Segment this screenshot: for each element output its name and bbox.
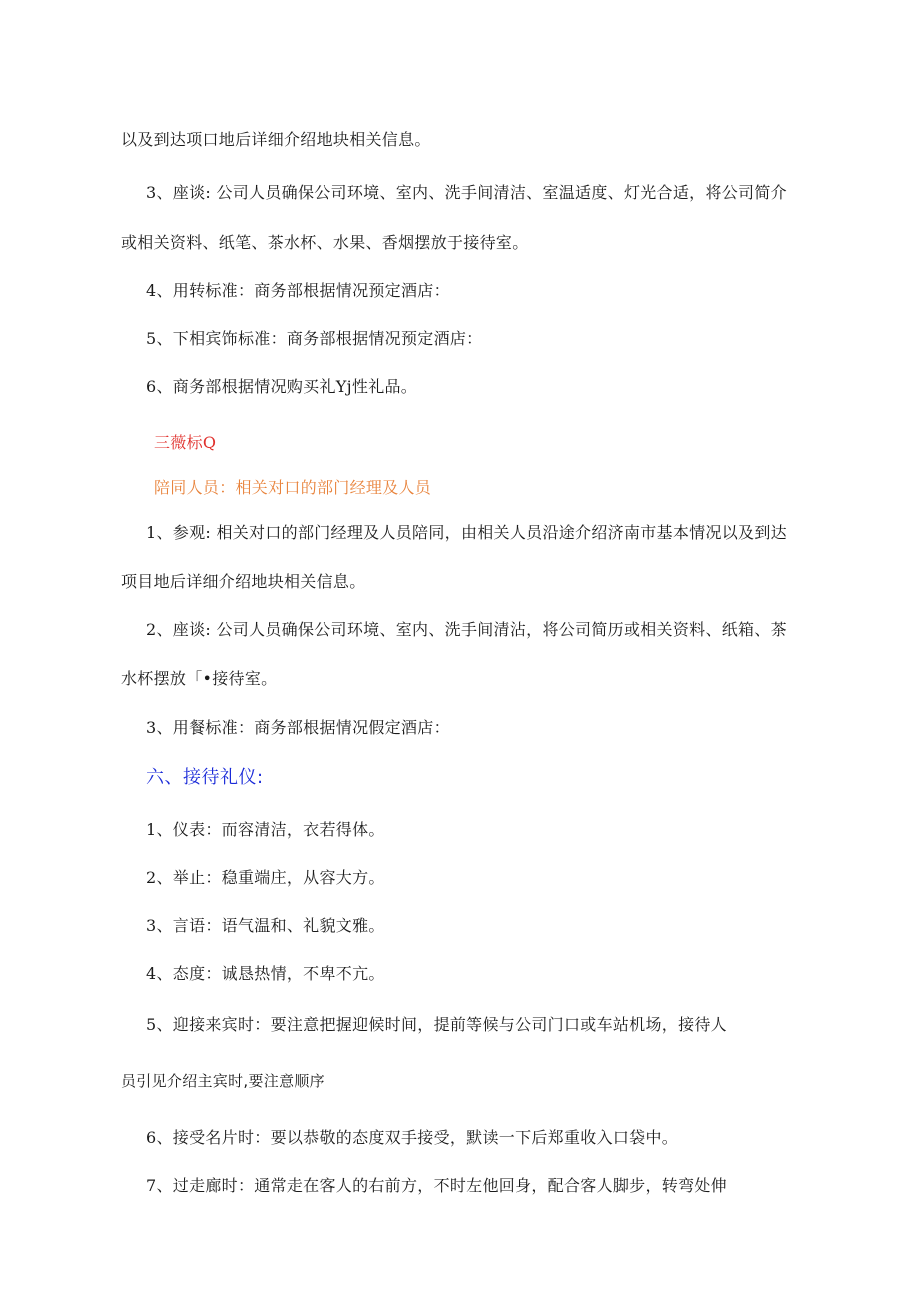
- paragraph-line-20: 员引见介绍主宾时,要注意顺序: [121, 1072, 325, 1090]
- paragraph-line-10: 项目地后详细介绍地块相关信息。: [121, 572, 366, 591]
- paragraph-line-21: 6、接受名片时：要以恭敬的态度双手接受，默读一下后郑重收入口袋中。: [146, 1128, 679, 1147]
- paragraph-line-4: 4、用转标准：商务部根据情况预定酒店：: [146, 281, 450, 300]
- paragraph-line-15: 1、仪表：而容清洁，衣若得体。: [146, 820, 385, 839]
- paragraph-line-9: 1、参观: 相关对口的部门经理及人员陪同，由相关人员沿途介绍济南市基本情况以及到达: [146, 523, 787, 542]
- paragraph-line-16: 2、举止：稳重端庄，从容大方。: [146, 868, 385, 887]
- section-heading-red: 三薇标Q: [154, 433, 217, 452]
- accompany-staff-subtitle: 陪同人员：相关对口的部门经理及人员: [154, 478, 432, 497]
- paragraph-line-2: 3、座谈: 公司人员确保公司环境、室内、洗手间清洁、室温适度、灯光合适，将公司简介: [146, 183, 787, 202]
- paragraph-line-17: 3、言语：语气温和、礼貌文雅。: [146, 916, 385, 935]
- paragraph-line-13: 3、用餐标准：商务部根据情况假定酒店：: [146, 718, 450, 737]
- paragraph-line-11: 2、座谈: 公司人员确保公司环境、室内、洗手间清沾，将公司简历或相关资料、纸箱、茶: [146, 620, 787, 639]
- paragraph-line-12: 水杯摆放「•接待室。: [121, 669, 278, 688]
- paragraph-line-22: 7、过走廊时：通常走在客人的右前方，不时左他回身，配合客人脚步，转弯处伸: [146, 1176, 727, 1195]
- paragraph-line-6: 6、商务部根据情况购买礼Yj性礼品。: [146, 377, 418, 396]
- paragraph-line-19: 5、迎接来宾时：要注意把握迎候时间，提前等候与公司门口或车站机场，接待人: [146, 1015, 727, 1034]
- paragraph-line-3: 或相关资料、纸笔、茶水杯、水果、香烟摆放于接待室。: [121, 233, 529, 252]
- paragraph-line-5: 5、下相宾饰标准：商务部根据情况预定酒店：: [146, 329, 483, 348]
- paragraph-line-18: 4、态度：诚恳热情，不卑不亢。: [146, 964, 385, 983]
- reception-etiquette-heading: 六、接待礼仪:: [146, 767, 264, 788]
- paragraph-line-1: 以及到达项口地后详细介绍地块相关信息。: [121, 130, 431, 149]
